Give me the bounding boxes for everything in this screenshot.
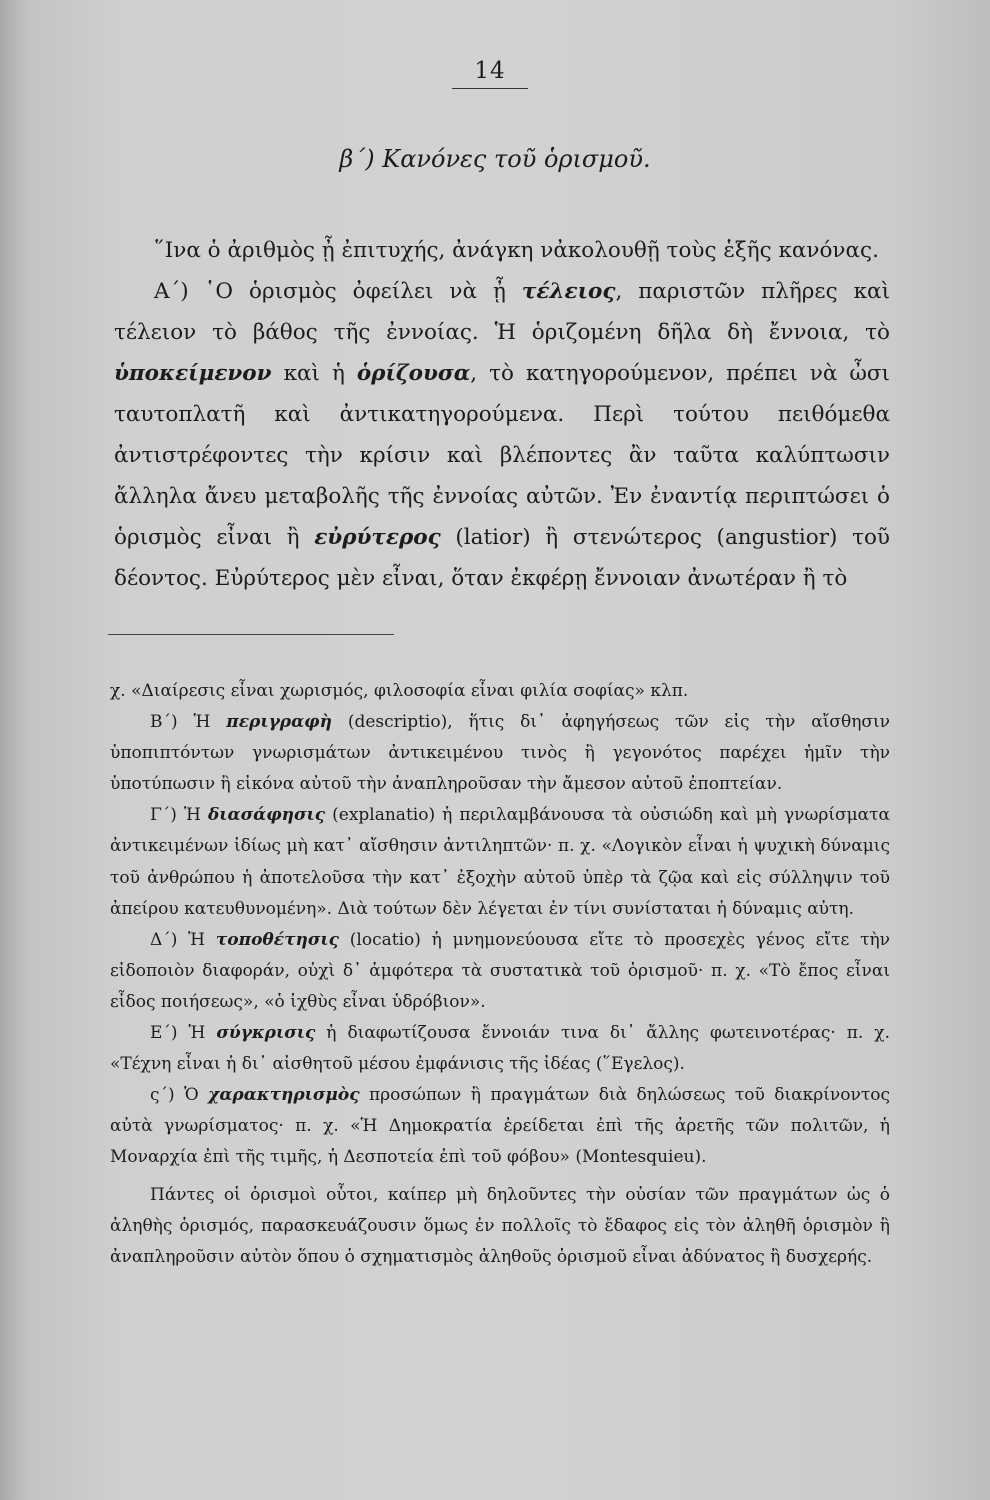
- page-number: 14: [452, 58, 528, 89]
- footnote-d: [110, 925, 890, 1018]
- footnote-f: [110, 1080, 890, 1173]
- footnote-c: [110, 800, 890, 924]
- rule-a-paragraph: [114, 271, 890, 599]
- term-topothetesis: τοποθέτησις: [215, 929, 339, 950]
- rule-a-text-3: , τὸ κατηγορούμενον, πρέπει νὰ ὦσι ταυτοπλατῆ καὶ ἀντικατηγορούμενα. Περὶ τούτου πειθόμεθα ἀντιστρέφοντες τὴν κρίσιν καὶ βλέποντες ἂν ταῦτα καλύπτωσιν ἄλληλα ἄνευ μεταβολῆς τῆς ἐννοίας αὐτῶν. Ἐν ἐναντίᾳ περιπτώσει ὁ ὁρισμὸς εἶναι ἢ: [114, 361, 890, 550]
- footnote-b-text: (descriptio), ἥτις δι᾽ ἀφηγήσεως τῶν εἰς τὴν αἴσθησιν ὑποπιπτόντων γνωρισμάτων ἀντικειμένου τινὸς ἢ γεγονότος παρέχει ἡμῖν τὴν ὑποτύπωσιν ἢ εἰκόνα αὐτοῦ τὴν ἀναπληροῦσαν τὴν ἄμεσον αὐτοῦ ἐποπτείαν.: [110, 712, 890, 795]
- term-orizousa: ὁρίζουσα: [356, 361, 471, 386]
- rule-a-text-4: (latior) ἢ στενώτερος (angustior) τοῦ δέοντος. Εὐρύτερος μὲν εἶναι, ὅταν ἐκφέρῃ ἔννοιαν ἀνωτέραν ἢ τὸ: [114, 525, 890, 591]
- term-perigraphe: περιγραφὴ: [226, 712, 332, 733]
- footnote-f-label: ς΄) Ὁ: [150, 1085, 209, 1106]
- footnote-b: [110, 707, 890, 800]
- main-text: [114, 230, 890, 599]
- closing-paragraph: Πάντες οἱ ὁρισμοὶ οὗτοι, καίπερ μὴ δηλοῦντες τὴν οὐσίαν τῶν πραγμάτων ὡς ὁ ἀληθὴς ὁρισμός, παρασκευάζουσιν ὅμως ἐν πολλοῖς τὸ ἔδαφος εἰς τὸν ἀληθῆ ὁρισμὸν ἢ ἀναπληροῦσιν αὐτὸν ὅπου ὁ σχηματισμὸς ἀληθοῦς ὁρισμοῦ εἶναι ἀδύνατος ἢ δυσχερής.: [110, 1184, 890, 1267]
- footnote-f-text: προσώπων ἢ πραγμάτων διὰ δηλώσεως τοῦ διακρίνοντος αὐτὰ γνωρίσματος· π. χ. «Ἡ Δημοκρατία ἐρείδεται ἐπὶ τῆς ἀρετῆς τῶν πολιτῶν, ἡ Μοναρχία ἐπὶ τῆς τιμῆς, ἡ Δεσποτεία ἐπὶ τοῦ φόβου» (Montesquieu).: [110, 1085, 891, 1168]
- section-title: β΄) Κανόνες τοῦ ὁρισμοῦ.: [339, 145, 651, 173]
- term-eyryteros: εὐρύτερος: [314, 525, 441, 550]
- rule-a-text-1: , παριστῶν πλῆρες καὶ τέλειον τὸ βάθος τῆς ἐννοίας. Ἡ ὁριζομένη δῆλα δὴ ἔννοια, τὸ: [114, 279, 890, 345]
- rule-a-text-2: καὶ ἡ: [271, 361, 357, 386]
- term-charakterismos: χαρακτηρισμὸς: [208, 1085, 360, 1106]
- footnote-b-label: Β΄) Ἡ: [150, 712, 227, 733]
- footnote-e: [110, 1018, 890, 1080]
- term-teleios: τέλειος: [521, 279, 616, 304]
- term-synkrisis: σύγκρισις: [216, 1023, 316, 1044]
- footnote-e-text: ἡ διαφωτίζουσα ἔννοιάν τινα δι᾽ ἄλλης φωτεινοτέρας· π. χ. «Τέχνη εἶναι ἡ δι᾽ αἰσθητοῦ μέσου ἐμφάνισις τῆς ἰδέας (῞Εγελος).: [110, 1023, 890, 1075]
- footnote-d-text: (locatio) ἡ μνημονεύουσα εἴτε τὸ προσεχὲς γένος εἴτε τὴν εἰδοποιὸν διαφοράν, οὐχὶ δ᾽ ἀμφότερα τὰ συστατικὰ τοῦ ὁρισμοῦ· π. χ. «Τὸ ἔπος εἶναι εἶδος ποιήσεως», «ὁ ἰχθὺς εἶναι ὑδρόβιον».: [110, 929, 890, 1012]
- term-diasaphesis: διασάφησις: [207, 805, 326, 826]
- footnote-c-text: (explanatio) ἡ περιλαμβάνουσα τὰ οὐσιώδη καὶ μὴ γνωρίσματα ἀντικειμένων ἰδίως μὴ κατ᾽ αἴσθησιν ἀντιληπτῶν· π. χ. «Λογικὸν εἶναι ἡ ψυχικὴ δύναμις τοῦ ἀνθρώπου ἡ ἀποτελοῦσα τὴν κατ᾽ ἐξοχὴν αὐτοῦ ὑπὲρ τὰ ζῷα καὶ εἰς σύλληψιν τοῦ ἀπείρου κατευθυνομένη». Διὰ τούτων δὲν λέγεται ἐν τίνι συνίσταται ἡ δύναμις αὐτη.: [110, 805, 891, 919]
- intro-paragraph: ῞Ινα ὁ ἀριθμὸς ᾖ ἐπιτυχής, ἀνάγκη νἀκολουθῇ τοὺς ἑξῆς κανόνας.: [154, 238, 879, 263]
- footnote-line-1: χ. «Διαίρεσις εἶναι χωρισμός, φιλοσοφία εἶναι φιλία σοφίας» κλπ.: [110, 681, 689, 701]
- footnote-e-label: Ε΄) Ἡ: [150, 1023, 217, 1044]
- footnote-divider: [108, 634, 394, 635]
- term-hypokeimenon: ὑποκείμενον: [114, 361, 272, 386]
- footnotes: [110, 676, 890, 1273]
- rule-a-label: Α΄) ῾Ο ὁρισμὸς ὀφείλει νὰ ᾖ: [154, 279, 522, 304]
- footnote-c-label: Γ΄) Ἡ: [150, 805, 208, 826]
- footnote-d-label: Δ΄) Ἡ: [150, 929, 216, 950]
